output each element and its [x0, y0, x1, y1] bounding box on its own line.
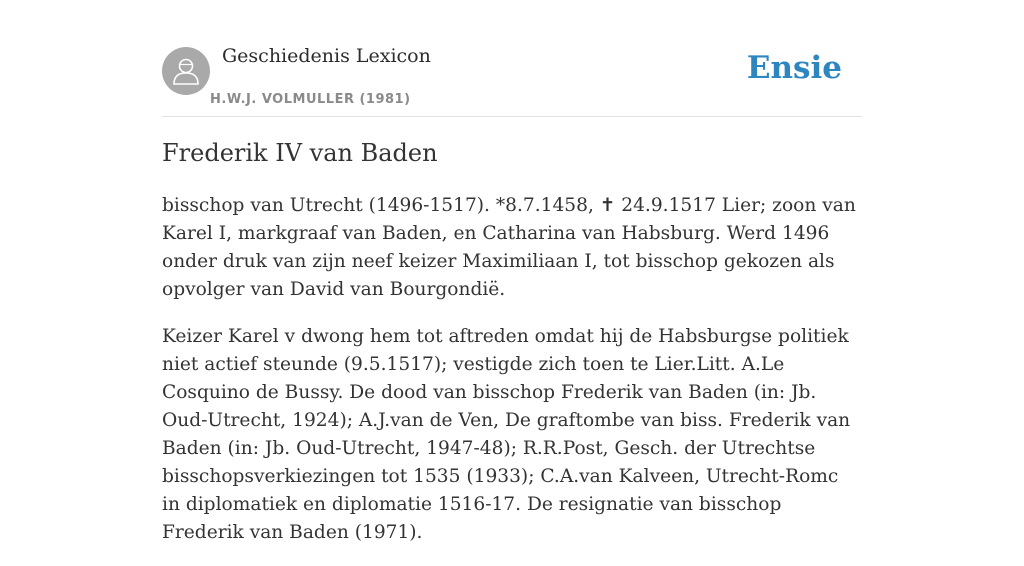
source-title[interactable]: Geschiedenis Lexicon — [222, 45, 431, 67]
header — [162, 0, 862, 117]
article-body — [162, 192, 862, 566]
user-icon — [162, 47, 210, 95]
source-author[interactable]: H.W.J. VOLMULLER (1981) — [210, 92, 411, 107]
author-avatar[interactable] — [162, 47, 210, 95]
article-paragraph: bisschop van Utrecht (1496-1517). *8.7.1458, ✝ 24.9.1517 Lier; zoon van Karel I, markgraaf van Baden, en Catharina van Habsburg. Werd 1496 onder druk van zijn neef keizer Maximiliaan I, tot bisschop gekozen als opvolger van David van Bourgondië. — [162, 195, 856, 300]
brand-logo[interactable]: Ensie — [746, 50, 842, 86]
article-paragraph: Keizer Karel v dwong hem tot aftreden omdat hij de Habsburgse politiek niet actief steunde (9.5.1517); vestigde zich toen te Lier.Litt. A.Le Cosquino de Bussy. De dood van bisschop Frederik van Baden (in: Jb. Oud-Utrecht, 1924); A.J.van de Ven, De graftombe van biss. Frederik van Baden (in: Jb. Oud-Utrecht, 1947-48); R.R.Post, Gesch. der Utrechtse bisschopsverkiezingen tot 1535 (1933); C.A.van Kalveen, Utrecht-Romc in diplomatiek en diplomatie 1516-17. De resignatie van bisschop Frederik van Baden (1971). — [162, 326, 851, 543]
article-title: Frederik IV van Baden — [162, 139, 438, 167]
